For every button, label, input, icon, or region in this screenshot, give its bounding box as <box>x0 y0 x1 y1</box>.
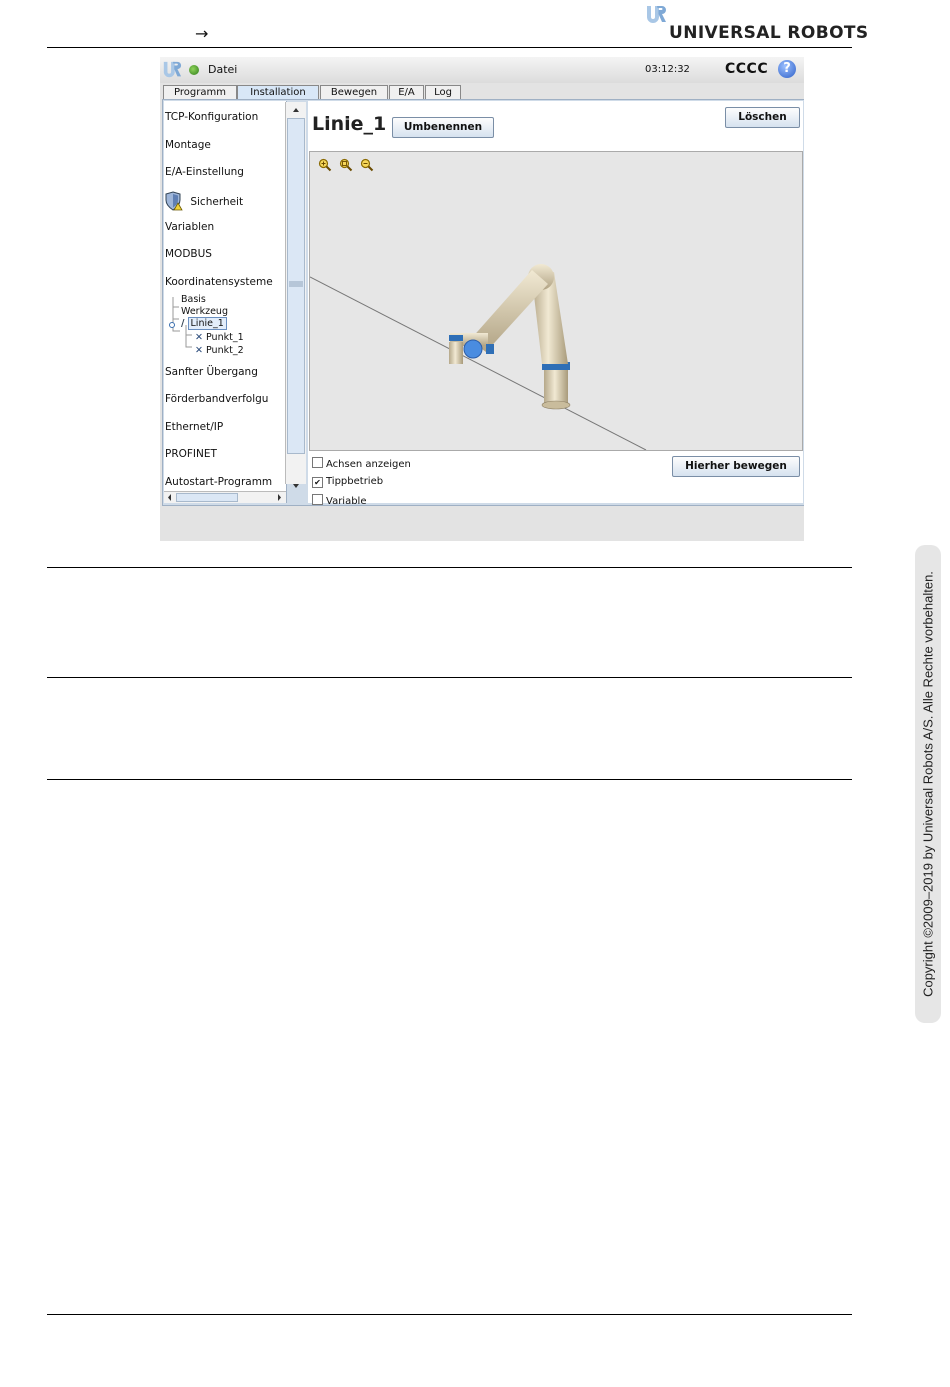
clock: 03:12:32 <box>645 64 690 75</box>
rename-button[interactable]: Umbenennen <box>392 117 494 138</box>
tab-ea[interactable]: E/A <box>389 85 424 99</box>
scroll-thumb[interactable] <box>176 493 238 502</box>
sidebar-item-io-setup[interactable]: E/A-Einstellung <box>165 166 244 178</box>
3d-robot-view[interactable] <box>309 151 803 451</box>
point-icon: ✕ <box>195 332 203 343</box>
sidebar-item-modbus[interactable]: MODBUS <box>165 248 212 260</box>
brand-name: UNIVERSAL ROBOTS <box>669 23 869 43</box>
sidebar-item-coordinate-systems[interactable]: Koordinatensysteme <box>165 276 273 288</box>
move-here-button[interactable]: Hierher bewegen <box>672 456 800 477</box>
checkbox-box[interactable] <box>312 457 323 468</box>
show-axes-checkbox[interactable] <box>312 457 411 470</box>
tab-programm[interactable]: Programm <box>163 85 237 99</box>
divider <box>47 677 852 678</box>
variable-checkbox[interactable] <box>312 494 367 507</box>
sidebar-item-profinet[interactable]: PROFINET <box>165 448 217 460</box>
installation-sidebar <box>164 101 287 503</box>
checkbox-label: Tippbetrieb <box>326 476 384 487</box>
robot-status-icon <box>189 65 199 75</box>
sidebar-item-tcp[interactable]: TCP-Konfiguration <box>165 111 259 123</box>
tree-item-punkt-1[interactable] <box>195 332 244 343</box>
sidebar-item-montage[interactable]: Montage <box>165 139 211 151</box>
sidebar-item-ethernet-ip[interactable]: Ethernet/IP <box>165 421 224 433</box>
copyright-text: Copyright ©2009–2019 by Universal Robots A/S. Alle Rechte vorbehalten. <box>920 571 936 997</box>
scroll-left-icon[interactable] <box>165 492 175 503</box>
sidebar-item-safety[interactable] <box>165 191 243 211</box>
grip-icon <box>286 281 306 287</box>
robot-name: CCCC <box>725 61 769 77</box>
checkmark-icon[interactable]: ✔ <box>312 477 323 488</box>
sidebar-vertical-scrollbar[interactable] <box>285 102 306 484</box>
scroll-right-icon[interactable] <box>274 492 284 503</box>
sidebar-item-variables[interactable]: Variablen <box>165 221 215 233</box>
scroll-up-icon[interactable] <box>286 104 306 116</box>
installation-panel <box>162 99 804 506</box>
top-bar <box>160 57 804 83</box>
ur-logo-icon <box>645 4 667 26</box>
feature-content <box>308 101 803 507</box>
checkbox-label: Achsen anzeigen <box>326 459 411 470</box>
sidebar-item-conveyor-tracking[interactable]: Förderbandverfolgu <box>165 393 269 405</box>
tab-log[interactable]: Log <box>425 85 461 99</box>
checkbox-label: Variable <box>326 496 367 507</box>
tree-item-werkzeug[interactable]: Werkzeug <box>181 306 228 317</box>
tree-item-basis[interactable]: Basis <box>181 294 206 305</box>
copyright-tab <box>915 545 941 1023</box>
checkbox-box[interactable] <box>312 494 323 505</box>
sidebar-item-label: Sicherheit <box>190 196 244 208</box>
feature-title: Linie_1 <box>312 113 387 135</box>
divider <box>47 779 852 780</box>
jog-checkbox[interactable] <box>312 476 383 488</box>
sidebar-item-smooth-transition[interactable]: Sanfter Übergang <box>165 366 258 378</box>
sidebar-item-autostart[interactable]: Autostart-Programm <box>165 476 273 488</box>
delete-button[interactable]: Löschen <box>725 107 800 128</box>
sidebar-horizontal-scrollbar[interactable] <box>164 491 286 503</box>
polyscope-screenshot <box>160 57 804 541</box>
tree-item-label: Punkt_1 <box>206 332 244 343</box>
tree-item-punkt-2[interactable] <box>195 345 244 356</box>
tab-installation[interactable]: Installation <box>237 85 319 100</box>
scroll-down-icon[interactable] <box>286 480 306 492</box>
point-icon: ✕ <box>195 345 203 356</box>
tree-item-label: Punkt_2 <box>206 345 244 356</box>
tree-item-linie[interactable] <box>181 318 227 329</box>
divider <box>47 1314 852 1315</box>
arrow-glyph: → <box>195 24 209 43</box>
shield-icon <box>165 191 187 211</box>
help-icon[interactable]: ? <box>778 60 796 78</box>
ur-logo-icon[interactable] <box>162 60 182 80</box>
tree-item-label: Linie_1 <box>188 317 227 330</box>
divider <box>47 47 852 48</box>
feature-line <box>310 277 646 450</box>
universal-robots-brand <box>645 4 869 44</box>
divider <box>47 567 852 568</box>
file-menu[interactable]: Datei <box>208 63 238 76</box>
line-icon: / <box>181 318 185 329</box>
robot-arm-scene <box>310 152 802 450</box>
tab-bewegen[interactable]: Bewegen <box>320 85 388 99</box>
